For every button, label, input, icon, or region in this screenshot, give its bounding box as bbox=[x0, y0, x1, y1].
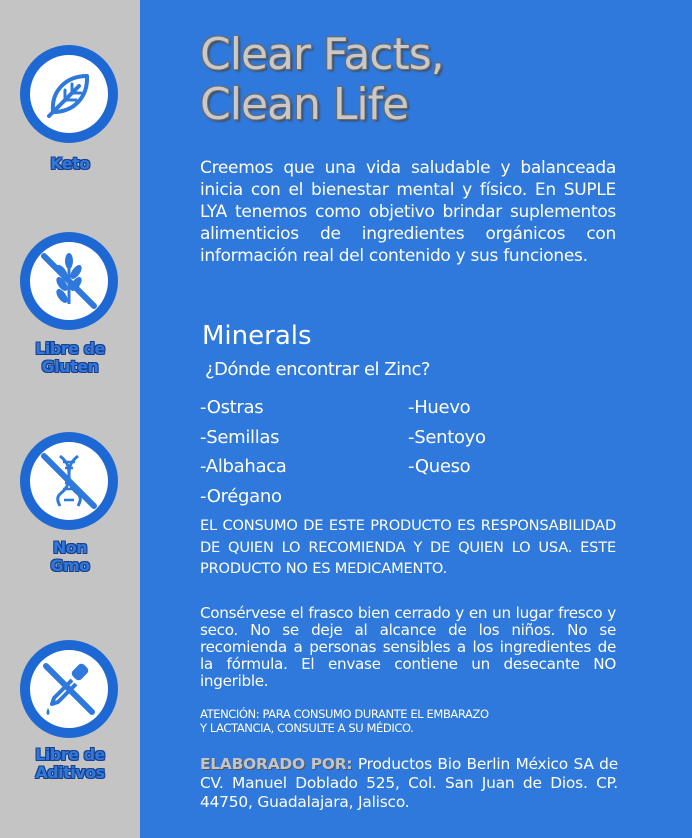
leaf-icon bbox=[39, 64, 99, 124]
list-item: -Sentoyo bbox=[408, 426, 486, 448]
list-item: -Queso bbox=[408, 456, 471, 478]
no-wheat-icon bbox=[34, 246, 104, 316]
pregnancy-attention: ATENCIÓN: PARA CONSUMO DURANTE EL EMBARAZO Y LACTANCIA, CONSULTE A SU MÉDICO. bbox=[200, 707, 489, 735]
no-dna-icon bbox=[34, 446, 104, 516]
additive-free-label: Libre de Aditivos bbox=[35, 745, 105, 782]
minerals-heading: Minerals bbox=[202, 321, 312, 351]
non-gmo-badge bbox=[20, 432, 118, 530]
zinc-sources-left bbox=[200, 393, 287, 512]
list-item: -Ostras bbox=[200, 397, 264, 418]
intro-paragraph: Creemos que una vida saludable y balanceada inicia con el bienestar mental y físico. En SUPLE LYA tenemos como objetivo brindar suplementos alimenticios de ingredientes orgánicos con información real del contenido y sus funciones. bbox=[200, 158, 616, 266]
gluten-free-badge bbox=[20, 232, 118, 330]
no-dropper-icon bbox=[34, 654, 104, 724]
manufacturer-info bbox=[200, 755, 618, 812]
zinc-question: ¿Dónde encontrar el Zinc? bbox=[205, 359, 430, 380]
page-title: Clear Facts, Clean Life bbox=[200, 29, 444, 130]
non-gmo-label: Non Gmo bbox=[50, 538, 90, 575]
zinc-sources-right bbox=[408, 393, 486, 482]
list-item: -Huevo bbox=[408, 397, 471, 418]
list-item: -Albahaca bbox=[200, 456, 287, 478]
additive-free-badge bbox=[20, 640, 118, 738]
keto-badge bbox=[20, 45, 118, 143]
list-item: -Orégano bbox=[200, 486, 282, 508]
manufacturer-label: ELABORADO POR: bbox=[200, 755, 353, 773]
keto-label: Keto bbox=[50, 154, 90, 173]
storage-instructions: Consérvese el frasco bien cerrado y en un lugar fresco y seco. No se deje al alcance de los niños. No se recomienda a personas sensibles a los ingredientes de la fórmula. El envase contiene un desecante NO ingerible. bbox=[200, 604, 616, 690]
list-item: -Semillas bbox=[200, 426, 280, 448]
responsibility-warning: EL CONSUMO DE ESTE PRODUCTO ES RESPONSABILIDAD DE QUIEN LO RECOMIENDA Y DE QUIEN LO USA. ESTE PRODUCTO NO ES MEDICAMENTO. bbox=[200, 517, 616, 577]
gluten-free-label: Libre de Gluten bbox=[35, 339, 105, 376]
manufacturer-address: Productos Bio Berlin México SA de CV. Manuel Doblado 525, Col. San Juan de Dios. CP. 44750, Guadalajara, Jalisco. bbox=[200, 755, 618, 811]
